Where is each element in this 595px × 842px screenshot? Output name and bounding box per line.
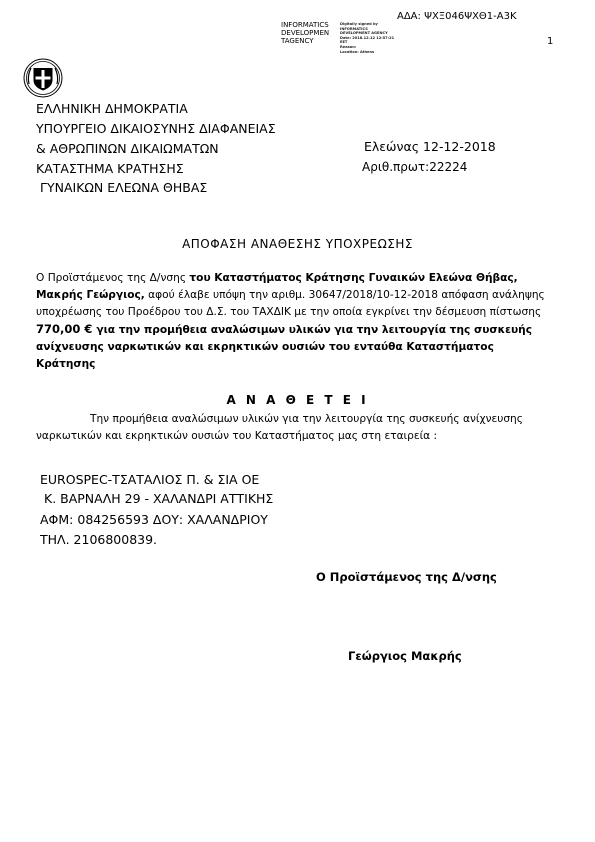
header-ministry: ΥΠΟΥΡΓΕΙΟ ΔΙΚΑΙΟΣΥΝΗΣ ΔΙΑΦΑΝΕΙΑΣ	[36, 121, 276, 136]
contractor-tax-id: ΑΦΜ: 084256593 ΔΟΥ: ΧΑΛΑΝΔΡΙΟΥ	[40, 512, 268, 527]
signature-role: Ο Προϊστάμενος της Δ/νσης	[316, 570, 497, 584]
header-ministry-cont: & ΑΘΡΩΠΙΝΩΝ ΔΙΚΑΙΩΜΑΤΩΝ	[36, 141, 219, 156]
greek-coat-of-arms-icon	[23, 58, 63, 98]
protocol-number: Αριθ.πρωτ:22224	[362, 160, 468, 174]
digital-signature-stamp	[281, 21, 411, 53]
stamp-line: DEVELOPMEN	[281, 29, 330, 37]
body-text: Ο Προϊστάμενος της Δ/νσης	[36, 272, 190, 284]
stamp-meta-line: DEVELOPMENT AGENCY	[340, 31, 388, 36]
document-title: ΑΠΟΦΑΣΗ ΑΝΑΘΕΣΗΣ ΥΠΟΧΡΕΩΣΗΣ	[182, 237, 413, 251]
header-institution-name: ΓΥΝΑΙΚΩΝ ΕΛΕΩΝΑ ΘΗΒΑΣ	[40, 180, 208, 195]
stamp-agency-name	[281, 21, 329, 45]
contractor-name: EUROSPEC-ΤΣΑΤΑΛΙΟΣ Π. & ΣΙΑ ΟΕ	[40, 472, 260, 487]
decision-paragraph	[36, 270, 556, 373]
contractor-address: Κ. ΒΑΡΝΑΛΗ 29 - ΧΑΛΑΝΔΡΙ ΑΤΤΙΚΗΣ	[44, 491, 274, 506]
stamp-meta-line: INFORMATICS	[340, 26, 368, 31]
stamp-meta-line: Date: 2018.12.12 12:57:21	[340, 35, 395, 40]
document-date: Ελεώνας 12-12-2018	[364, 139, 496, 154]
page-marker: 1	[547, 36, 554, 47]
body-text: αφού έλαβε υπόψη την αριθμ. 30647/2018/10-12-2018 απόφαση ανάληψης υποχρέωσης του Προέδρου του Δ.Σ. του ΤΑΧΔΙΚ με την οποία εγκρίνει την δέσμευση πίστωσης	[36, 289, 545, 318]
stamp-meta-line: Digitally signed by	[340, 22, 378, 26]
assignment-paragraph	[36, 411, 556, 445]
stamp-line: TAGENCY	[281, 37, 314, 45]
contractor-phone: ΤΗΛ. 2106800839.	[40, 532, 158, 547]
body-text: Την προμήθεια αναλώσιμων υλικών για την λειτουργία της συσκευής ανίχνευσης ναρκωτικών και εκρηκτικών ουσιών του Καταστήματος μας στη εταιρεία :	[36, 413, 523, 442]
stamp-meta-line: Location: Athens	[340, 49, 375, 54]
body-bold-text: για την προμήθεια αναλώσιμων υλικών για την λειτουργία της συσκευής ανίχνευσης ναρκωτικών και εκρηκτικών ουσιών του ενταύθα Καταστήματος Κράτησης	[36, 324, 533, 370]
stamp-signature-details	[340, 22, 394, 54]
body-bold-text: του Καταστήματος Κράτησης Γυναικών Ελεώνα Θήβας, Μακρής Γεώργιος,	[36, 272, 518, 301]
header-institution: ΚΑΤΑΣΤΗΜΑ ΚΡΑΤΗΣΗΣ	[36, 161, 184, 176]
stamp-line: INFORMATICS	[281, 21, 329, 29]
ada-code: ΑΔΑ: ΨΧΞ046ΨΧΘ1-Α3Κ	[397, 11, 517, 22]
header-country: ΕΛΛΗΝΙΚΗ ΔΗΜΟΚΡΑΤΙΑ	[36, 101, 188, 116]
decision-verb: Α Ν Α Θ Ε Τ Ε Ι	[226, 393, 369, 407]
stamp-meta-line: Reason:	[340, 44, 357, 49]
credit-amount: 770,00 €	[36, 322, 97, 336]
signature-name: Γεώργιος Μακρής	[348, 649, 462, 663]
stamp-meta-line: EET	[340, 40, 348, 45]
